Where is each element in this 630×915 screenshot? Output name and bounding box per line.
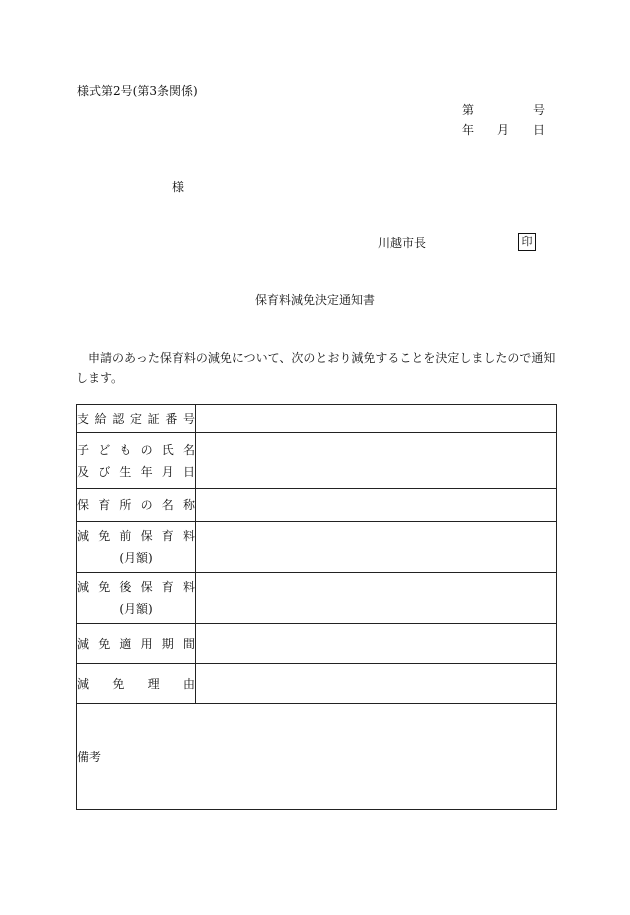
reduction-reason-field[interactable] (196, 664, 557, 704)
table-row (77, 433, 557, 489)
label-text: 減免理由 (77, 676, 195, 691)
remarks-field[interactable] (77, 704, 557, 810)
table-row (77, 704, 557, 810)
table-row (77, 624, 557, 664)
table-row (77, 573, 557, 624)
child-name-field[interactable] (196, 433, 557, 489)
fee-after-field[interactable] (196, 573, 557, 624)
label-text: 減免後保育料 (77, 580, 195, 594)
fee-before-field[interactable] (196, 522, 557, 573)
row-label-fee-after (77, 573, 196, 624)
recipient-honorific: 様 (172, 180, 185, 194)
label-sub-text: (月額) (119, 602, 153, 616)
date-month-label: 月 (497, 123, 510, 137)
table-row (77, 489, 557, 522)
document-number-prefix: 第 (462, 103, 475, 117)
row-label-fee-before (77, 522, 196, 573)
label-sub-text: (月額) (119, 551, 153, 565)
table-row (77, 522, 557, 573)
label-text: 減免前保育料 (77, 529, 195, 543)
reduction-period-field[interactable] (196, 624, 557, 664)
body-text: 申請のあった保育料の減免について、次のとおり減免することを決定しましたので通知します。 (76, 351, 556, 385)
row-label-reduction-reason (77, 664, 196, 704)
issuer-name: 川越市長 (378, 236, 427, 250)
document-number-suffix: 号 (533, 103, 546, 117)
row-label-nursery-name (77, 489, 196, 522)
date-day-label: 日 (533, 123, 546, 137)
row-label-certificate-number (77, 405, 196, 433)
seal-mark: 印 (518, 233, 536, 251)
table-row (77, 664, 557, 704)
row-label-reduction-period (77, 624, 196, 664)
label-text: 子どもの氏名 (77, 442, 195, 457)
label-text: 減免適用期間 (77, 636, 195, 651)
row-label-child-name (77, 433, 196, 489)
nursery-name-field[interactable] (196, 489, 557, 522)
label-text: 保育所の名称 (77, 498, 195, 512)
table-row (77, 405, 557, 433)
label-text-2: 及び生年月日 (77, 464, 195, 479)
details-table (76, 404, 557, 810)
form-code: 様式第2号(第3条関係) (77, 84, 198, 98)
label-text: 支給認定証番号 (77, 411, 195, 426)
document-title: 保育料減免決定通知書 (254, 293, 375, 307)
remarks-label: 備考 (77, 750, 102, 764)
certificate-number-field[interactable] (196, 405, 557, 433)
date-year-label: 年 (462, 123, 475, 137)
